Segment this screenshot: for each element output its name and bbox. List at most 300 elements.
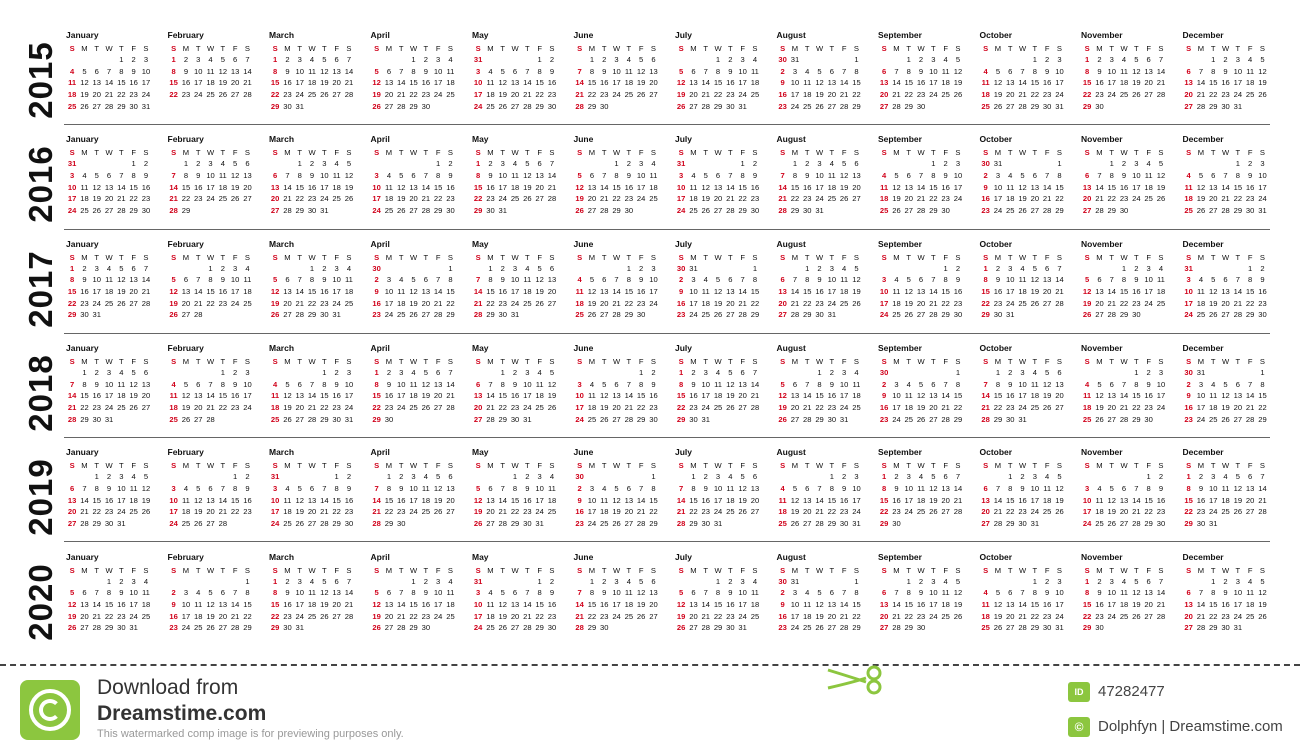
- day-cell: 24: [1055, 611, 1064, 621]
- day-cell: 27: [624, 518, 634, 528]
- weekday-header: M: [81, 461, 88, 471]
- day-cell: 16: [676, 298, 686, 308]
- day-cell: 28: [230, 623, 240, 633]
- day-cell: 6: [143, 367, 149, 377]
- day-cell: 10: [433, 66, 443, 76]
- day-cell: 7: [309, 379, 315, 389]
- day-cell: 29: [104, 623, 114, 633]
- day-cell: 8: [273, 66, 278, 76]
- day-cell: 22: [624, 298, 634, 308]
- day-cell: 2: [119, 576, 124, 586]
- day-cell: 21: [1156, 599, 1166, 609]
- weekday-header: W: [511, 252, 519, 262]
- year-row: [0, 30, 1270, 134]
- day-cell: 24: [332, 298, 341, 308]
- day-cell: 20: [129, 286, 138, 296]
- month-block: [980, 447, 1076, 545]
- day-cell: 9: [728, 66, 733, 76]
- day-cell: 13: [1030, 182, 1040, 192]
- month-block: [675, 134, 771, 232]
- day-cell: 4: [549, 472, 555, 482]
- weekday-header: T: [626, 252, 632, 262]
- weekday-header: M: [893, 461, 900, 471]
- day-cell: 7: [1235, 275, 1240, 285]
- day-cell: 5: [297, 483, 302, 493]
- day-cell: 3: [70, 170, 75, 180]
- year-row: [0, 447, 1270, 551]
- day-cell: 29: [486, 310, 495, 320]
- day-cell: 28: [790, 310, 800, 320]
- day-cell: 7: [245, 55, 250, 64]
- weekday-header: M: [1197, 44, 1205, 53]
- day-cell: 21: [575, 611, 584, 621]
- weekday-header: M: [588, 252, 596, 262]
- weekday-header: S: [752, 356, 758, 366]
- day-cell: 22: [1030, 611, 1040, 621]
- day-cell: 29: [803, 310, 812, 320]
- weekday-header: F: [841, 565, 847, 575]
- weekday-header: T: [829, 565, 835, 575]
- day-cell: 23: [1144, 402, 1153, 412]
- day-cell: 27: [141, 402, 151, 412]
- day-cell: 29: [941, 310, 950, 320]
- day-cell: 9: [577, 495, 582, 505]
- day-cell: 6: [906, 170, 911, 180]
- month-block: [878, 552, 974, 650]
- day-cell: 1: [679, 367, 684, 377]
- weekday-header: W: [815, 148, 824, 158]
- weekday-header: M: [182, 565, 190, 575]
- weekday-header: F: [841, 461, 847, 471]
- day-cell: 16: [815, 286, 824, 296]
- weekday-header: T: [398, 565, 404, 575]
- day-cell: 20: [421, 298, 431, 308]
- day-cell: 11: [714, 379, 722, 389]
- day-cell: 21: [433, 298, 443, 308]
- day-cell: 26: [397, 206, 406, 216]
- day-cell: 19: [892, 194, 901, 204]
- day-cell: 25: [941, 90, 950, 100]
- weekday-header: T: [220, 461, 226, 471]
- day-cell: 29: [904, 101, 913, 111]
- day-cell: 2: [918, 55, 924, 64]
- day-cell: 24: [1233, 611, 1243, 621]
- month-name: August: [776, 342, 806, 353]
- day-cell: 23: [575, 518, 584, 528]
- day-cell: 4: [780, 483, 785, 493]
- weekday-header: S: [1056, 565, 1062, 575]
- day-cell: 18: [839, 286, 849, 296]
- day-cell: 16: [194, 182, 203, 192]
- day-cell: 12: [498, 599, 507, 609]
- day-cell: 11: [1006, 182, 1015, 192]
- day-cell: 17: [815, 182, 824, 192]
- weekday-header: S: [853, 44, 859, 53]
- day-cell: 21: [726, 194, 735, 204]
- day-cell: 21: [80, 507, 89, 517]
- weekday-header: S: [1186, 44, 1192, 53]
- day-cell: 14: [929, 286, 938, 296]
- day-cell: 12: [67, 599, 77, 609]
- day-cell: 12: [892, 182, 901, 192]
- weekday-header: T: [1109, 252, 1115, 262]
- day-cell: 21: [892, 611, 901, 621]
- day-cell: 14: [600, 182, 609, 192]
- day-cell: 12: [916, 391, 926, 401]
- day-cell: 24: [1082, 518, 1092, 528]
- weekday-header: M: [994, 252, 1002, 262]
- weekday-header: S: [1259, 356, 1265, 366]
- month-name: March: [269, 134, 295, 145]
- weekday-header: W: [1120, 148, 1128, 158]
- day-cell: 24: [1030, 507, 1040, 517]
- day-cell: 5: [995, 588, 1001, 598]
- day-cell: 23: [372, 310, 381, 320]
- day-cell: 23: [778, 623, 787, 633]
- day-cell: 27: [1055, 402, 1064, 412]
- day-cell: 15: [535, 599, 544, 609]
- day-cell: 22: [92, 507, 101, 517]
- day-cell: 4: [245, 263, 250, 273]
- id-badge: ID: [1068, 682, 1090, 702]
- day-cell: 20: [803, 507, 812, 517]
- day-cell: 14: [547, 170, 557, 180]
- day-cell: 13: [649, 66, 658, 76]
- day-cell: 11: [751, 66, 759, 76]
- day-cell: 16: [778, 90, 787, 100]
- day-cell: 11: [117, 379, 126, 389]
- weekday-header: M: [588, 148, 596, 158]
- weekday-header: T: [906, 356, 912, 366]
- month-name: February: [167, 342, 204, 353]
- day-cell: 27: [433, 402, 443, 412]
- day-cell: 27: [689, 623, 698, 633]
- day-cell: 8: [436, 170, 441, 180]
- day-cell: 1: [943, 263, 948, 273]
- month-name: December: [1182, 342, 1224, 353]
- day-cell: 10: [206, 170, 215, 180]
- weekday-header: S: [650, 565, 656, 575]
- day-cell: 27: [1209, 206, 1218, 216]
- day-cell: 16: [397, 495, 406, 505]
- day-cell: 21: [941, 402, 950, 412]
- day-cell: 18: [916, 495, 926, 505]
- day-cell: 30: [726, 101, 735, 111]
- day-cell: 20: [1233, 402, 1243, 412]
- day-cell: 20: [713, 194, 723, 204]
- day-cell: 22: [1132, 402, 1141, 412]
- day-cell: 19: [230, 182, 240, 192]
- day-cell: 27: [1006, 623, 1015, 633]
- day-cell: 9: [1134, 275, 1139, 285]
- day-cell: 19: [1221, 402, 1230, 412]
- day-cell: 18: [1196, 298, 1206, 308]
- day-cell: 28: [624, 414, 634, 424]
- day-cell: 24: [433, 611, 443, 621]
- day-cell: 3: [854, 472, 859, 482]
- day-cell: 30: [1095, 101, 1104, 111]
- day-cell: 14: [839, 599, 849, 609]
- weekday-header: M: [994, 44, 1002, 53]
- day-cell: 22: [953, 402, 963, 412]
- day-cell: 25: [1119, 611, 1129, 621]
- day-cell: 31: [510, 310, 520, 320]
- day-cell: 5: [792, 483, 798, 493]
- day-cell: 19: [372, 611, 381, 621]
- day-cell: 26: [129, 402, 138, 412]
- day-cell: 25: [243, 298, 252, 308]
- day-cell: 13: [218, 599, 228, 609]
- weekday-header: S: [171, 252, 177, 262]
- day-cell: 2: [1223, 576, 1228, 586]
- day-cell: 27: [1042, 298, 1052, 308]
- month-block: [66, 30, 162, 128]
- weekday-header: S: [881, 461, 887, 471]
- day-cell: 17: [92, 286, 101, 296]
- month-name: December: [1182, 551, 1224, 562]
- day-cell: 12: [523, 170, 532, 180]
- day-cell: 27: [486, 518, 495, 528]
- day-cell: 10: [1006, 275, 1015, 285]
- day-cell: 29: [587, 101, 597, 111]
- day-cell: 28: [104, 101, 114, 111]
- day-cell: 18: [1245, 599, 1255, 609]
- day-cell: 23: [1132, 298, 1141, 308]
- day-cell: 21: [1018, 90, 1027, 100]
- day-cell: 11: [803, 78, 812, 88]
- day-cell: 28: [344, 611, 354, 621]
- day-cell: 3: [346, 367, 352, 377]
- day-cell: 15: [409, 78, 418, 88]
- day-cell: 14: [1119, 391, 1129, 401]
- weekday-header: W: [1120, 565, 1128, 575]
- day-cell: 14: [839, 78, 849, 88]
- day-cell: 5: [143, 472, 149, 482]
- day-cell: 29: [827, 518, 837, 528]
- weekday-header: S: [780, 356, 786, 366]
- day-cell: 9: [691, 379, 696, 389]
- day-cell: 14: [676, 495, 686, 505]
- day-cell: 29: [713, 101, 723, 111]
- month-name: February: [167, 551, 204, 562]
- day-cell: 7: [1158, 55, 1164, 64]
- day-cell: 16: [80, 286, 89, 296]
- day-cell: 11: [588, 391, 596, 401]
- day-cell: 31: [1196, 367, 1206, 377]
- day-cell: 15: [750, 286, 760, 296]
- day-cell: 23: [421, 611, 431, 621]
- day-cell: 21: [169, 194, 178, 204]
- day-cell: 8: [309, 275, 315, 285]
- weekday-header: F: [435, 461, 441, 471]
- day-cell: 23: [129, 90, 138, 100]
- day-cell: 26: [295, 518, 304, 528]
- day-cell: 14: [206, 391, 215, 401]
- weekday-header: T: [195, 44, 201, 53]
- day-cell: 5: [171, 275, 176, 285]
- day-cell: 29: [1184, 518, 1193, 528]
- day-cell: 27: [879, 623, 889, 633]
- day-cell: 19: [701, 194, 710, 204]
- day-cell: 7: [488, 379, 493, 389]
- day-cell: 15: [446, 286, 455, 296]
- day-cell: 20: [510, 90, 520, 100]
- day-cell: 21: [486, 402, 495, 412]
- day-cell: 1: [639, 367, 644, 377]
- day-cell: 11: [981, 78, 990, 88]
- weekday-header: S: [678, 44, 684, 53]
- day-cell: 24: [852, 507, 861, 517]
- day-cell: 24: [409, 507, 418, 517]
- weekday-header: S: [1186, 252, 1192, 262]
- day-cell: 23: [916, 611, 926, 621]
- day-cell: 1: [448, 263, 453, 273]
- day-cell: 17: [384, 298, 394, 308]
- day-cell: 18: [624, 599, 634, 609]
- day-cell: 17: [535, 495, 544, 505]
- day-cell: 12: [547, 379, 557, 389]
- day-cell: 17: [929, 78, 938, 88]
- day-cell: 16: [892, 495, 901, 505]
- day-cell: 10: [372, 182, 381, 192]
- day-cell: 16: [701, 495, 710, 505]
- day-cell: 4: [399, 275, 404, 285]
- day-cell: 16: [344, 495, 354, 505]
- weekday-header: F: [740, 356, 745, 366]
- day-cell: 20: [307, 507, 317, 517]
- day-cell: 21: [916, 194, 926, 204]
- weekday-header: F: [334, 148, 339, 158]
- day-cell: 3: [436, 576, 441, 586]
- day-cell: 11: [486, 599, 495, 609]
- day-cell: 9: [1223, 66, 1228, 76]
- weekday-header: W: [1221, 461, 1230, 471]
- day-cell: 16: [1119, 182, 1129, 192]
- day-cell: 7: [119, 170, 124, 180]
- day-cell: 20: [218, 611, 228, 621]
- weekday-header: S: [853, 461, 859, 471]
- day-cell: 16: [941, 182, 950, 192]
- day-cell: 21: [344, 599, 354, 609]
- weekday-header: T: [1210, 356, 1216, 366]
- day-cell: 20: [332, 599, 341, 609]
- weekday-header: W: [714, 44, 722, 53]
- weekday-header: W: [206, 148, 215, 158]
- day-cell: 18: [879, 194, 889, 204]
- day-cell: 9: [651, 379, 656, 389]
- day-cell: 5: [208, 588, 213, 598]
- day-cell: 20: [1184, 611, 1193, 621]
- month-block: [777, 239, 873, 337]
- day-cell: 19: [523, 182, 532, 192]
- day-cell: 22: [332, 507, 341, 517]
- day-cell: 25: [194, 623, 203, 633]
- day-cell: 3: [143, 55, 149, 64]
- day-cell: 19: [473, 507, 483, 517]
- day-cell: 23: [283, 611, 292, 621]
- day-cell: 28: [575, 623, 584, 633]
- day-cell: 1: [386, 472, 392, 482]
- day-cell: 13: [1006, 599, 1015, 609]
- day-cell: 5: [955, 55, 961, 64]
- day-cell: 4: [1198, 275, 1204, 285]
- day-cell: 12: [320, 588, 329, 598]
- day-cell: 8: [829, 483, 834, 493]
- weekday-header: T: [1210, 461, 1216, 471]
- weekday-header: F: [1044, 148, 1050, 158]
- weekday-header: W: [612, 148, 621, 158]
- day-cell: 27: [827, 623, 837, 633]
- weekday-header: T: [1134, 44, 1139, 53]
- day-cell: 30: [778, 55, 787, 64]
- day-cell: 24: [473, 623, 483, 633]
- day-cell: 22: [612, 194, 621, 204]
- day-cell: 5: [273, 275, 278, 285]
- day-cell: 9: [322, 275, 327, 285]
- day-cell: 25: [535, 402, 544, 412]
- day-cell: 22: [587, 90, 597, 100]
- day-cell: 16: [750, 182, 760, 192]
- day-cell: 6: [792, 379, 798, 389]
- day-cell: 20: [1119, 507, 1129, 517]
- weekday-header: S: [1056, 252, 1062, 262]
- weekday-header: T: [703, 252, 709, 262]
- day-cell: 8: [626, 275, 631, 285]
- weekday-header: T: [1007, 148, 1013, 158]
- day-cell: 12: [1209, 286, 1218, 296]
- day-cell: 30: [892, 518, 901, 528]
- day-cell: 27: [981, 518, 990, 528]
- weekday-header: T: [829, 148, 835, 158]
- day-cell: 17: [852, 495, 861, 505]
- day-cell: 21: [218, 507, 228, 517]
- day-cell: 13: [1184, 78, 1193, 88]
- day-cell: 29: [372, 414, 381, 424]
- weekday-header: W: [511, 565, 519, 575]
- day-cell: 13: [1233, 391, 1243, 401]
- day-cell: 24: [701, 402, 710, 412]
- day-cell: 18: [181, 507, 191, 517]
- day-cell: 14: [892, 599, 901, 609]
- month-name: July: [675, 30, 693, 40]
- day-cell: 3: [842, 367, 847, 377]
- day-cell: 28: [929, 310, 938, 320]
- day-cell: 25: [80, 206, 89, 216]
- day-cell: 27: [738, 402, 747, 412]
- day-cell: 30: [1006, 414, 1015, 424]
- day-cell: 18: [941, 599, 950, 609]
- day-cell: 29: [498, 414, 507, 424]
- day-cell: 22: [486, 298, 495, 308]
- day-cell: 8: [411, 66, 416, 76]
- day-cell: 25: [750, 611, 760, 621]
- day-cell: 29: [1082, 101, 1092, 111]
- day-cell: 15: [372, 391, 381, 401]
- day-cell: 20: [92, 90, 101, 100]
- day-cell: 4: [334, 159, 339, 169]
- weekday-header: W: [105, 356, 113, 366]
- weekday-header: W: [1018, 44, 1027, 53]
- day-cell: 15: [1006, 495, 1015, 505]
- month-block: [1183, 447, 1279, 545]
- weekday-header: F: [232, 565, 238, 575]
- day-cell: 20: [384, 90, 394, 100]
- day-cell: 16: [600, 599, 609, 609]
- month-name: March: [269, 551, 295, 562]
- day-cell: 13: [1144, 588, 1153, 598]
- day-cell: 25: [1209, 414, 1218, 424]
- day-cell: 7: [805, 379, 810, 389]
